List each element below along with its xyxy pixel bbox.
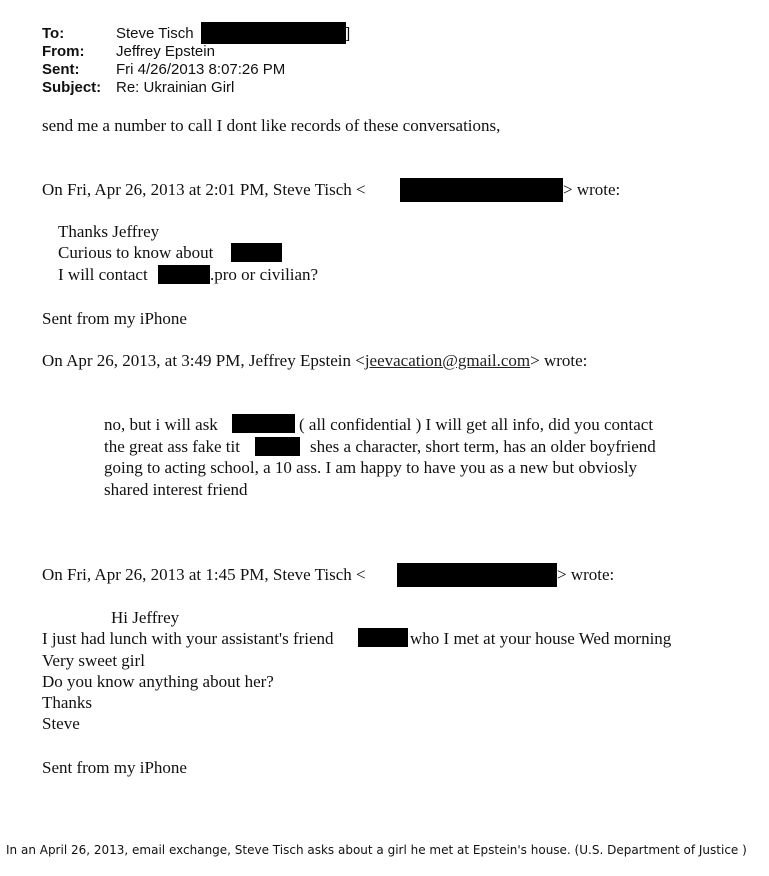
- to-trailing-bracket: ]: [346, 25, 351, 42]
- quote3-line2: Very sweet girl: [42, 651, 145, 670]
- sent-value: Fri 4/26/2013 8:07:26 PM: [116, 61, 286, 78]
- quote2-line2b: shes a character, short term, has an older boyfriend: [310, 437, 656, 456]
- quote3-line4: Thanks: [42, 693, 93, 712]
- sent-label: Sent:: [42, 61, 80, 78]
- quote2-attribution-suffix: > wrote:: [530, 351, 588, 370]
- redaction-to-address: [201, 22, 346, 44]
- quote2-attribution: [42, 351, 587, 371]
- redaction-quote3-name: [358, 628, 408, 647]
- quote2-line4: shared interest friend: [104, 480, 248, 499]
- quote1-line2: Curious to know about: [58, 243, 214, 262]
- quote3-attribution-prefix: On Fri, Apr 26, 2013 at 1:45 PM, Steve Tisch <: [42, 565, 366, 584]
- quote3-greeting: Hi Jeffrey: [111, 608, 180, 627]
- quote1-signature: Sent from my iPhone: [42, 309, 187, 328]
- to-label: To:: [42, 25, 65, 42]
- quote2-line3: going to acting school, a 10 ass. I am happy to have you as a new but obviosly: [104, 458, 638, 477]
- redaction-quote1-email: [400, 178, 563, 202]
- subject-value: Re: Ukrainian Girl: [116, 79, 235, 96]
- quote2-line1a: no, but i will ask: [104, 415, 218, 434]
- quote3-line1a: I just had lunch with your assistant's friend: [42, 629, 334, 648]
- from-value: Jeffrey Epstein: [116, 43, 215, 60]
- redaction-quote2-ask: [232, 414, 295, 433]
- quote3-line5: Steve: [42, 714, 80, 733]
- to-value: Steve Tisch: [116, 25, 194, 42]
- redaction-quote1-name: [231, 243, 282, 262]
- quote3-line1b: who I met at your house Wed morning: [410, 629, 672, 648]
- quote3-attribution-suffix: > wrote:: [557, 565, 615, 584]
- quote1-line3b: .pro or civilian?: [210, 265, 319, 284]
- quote2-line1b: ( all confidential ) I will get all info, did you contact: [299, 415, 654, 434]
- message-body: send me a number to call I dont like records of these conversations,: [42, 116, 501, 135]
- image-caption: In an April 26, 2013, email exchange, Steve Tisch asks about a girl he met at Epstein's house. (U.S. Department of Justice ): [6, 843, 747, 857]
- quote2-line2a: the great ass fake tit: [104, 437, 240, 456]
- quote1-attribution-suffix: > wrote:: [563, 180, 621, 199]
- quote1-attribution-prefix: On Fri, Apr 26, 2013 at 2:01 PM, Steve Tisch <: [42, 180, 366, 199]
- quote3-signature: Sent from my iPhone: [42, 758, 187, 777]
- quote3-line3: Do you know anything about her?: [42, 672, 274, 691]
- quote2-attribution-prefix: On Apr 26, 2013, at 3:49 PM, Jeffrey Epstein <: [42, 351, 365, 370]
- from-label: From:: [42, 43, 85, 60]
- subject-label: Subject:: [42, 79, 102, 96]
- redaction-quote3-email: [397, 563, 557, 587]
- quote1-line1: Thanks Jeffrey: [58, 222, 160, 241]
- quote1-line3a: I will contact: [58, 265, 148, 284]
- redaction-quote2-name: [255, 437, 300, 456]
- quote2-email-link[interactable]: jeevacation@gmail.com: [364, 351, 531, 370]
- redaction-quote1-contact: [158, 265, 210, 284]
